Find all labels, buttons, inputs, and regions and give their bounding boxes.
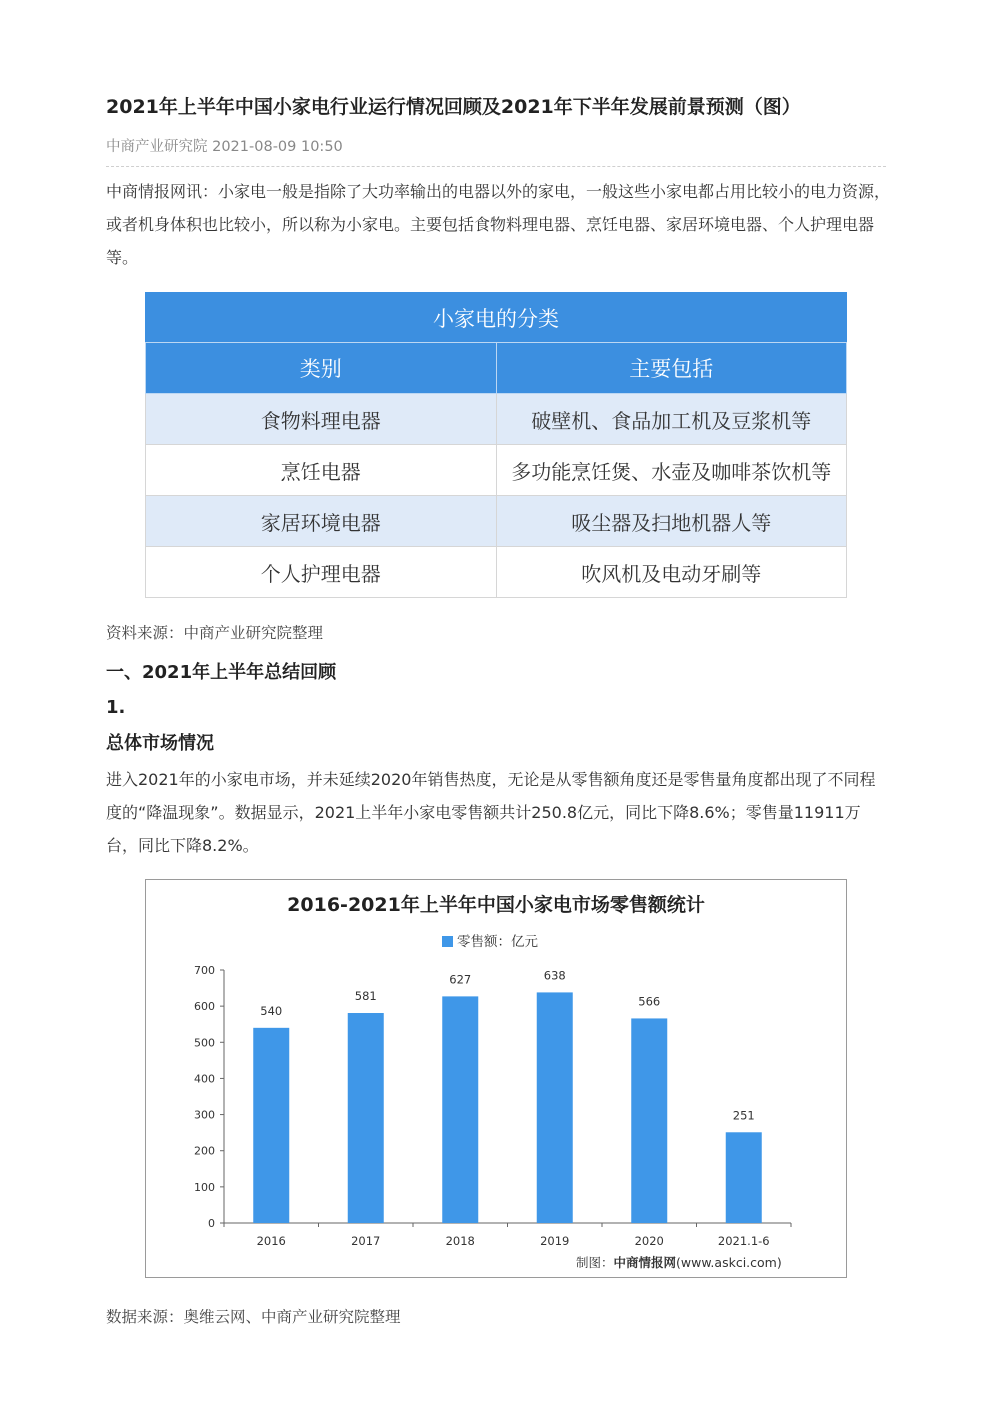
- table-cell: 吹风机及电动牙刷等: [496, 547, 847, 598]
- table-row: [146, 496, 847, 547]
- chart-credit-site: (www.askci.com): [676, 1255, 782, 1270]
- y-tick-label: 0: [208, 1217, 215, 1230]
- chart-credit-brand: 中商情报网: [613, 1255, 677, 1270]
- subsection-heading: 总体市场情况: [106, 733, 214, 754]
- legend-swatch: [442, 936, 453, 947]
- y-tick-label: 600: [194, 1000, 215, 1014]
- y-tick-label: 100: [194, 1180, 215, 1194]
- y-tick-label: 500: [194, 1036, 215, 1050]
- y-tick-label: 300: [194, 1108, 215, 1122]
- data-label: 251: [732, 1108, 755, 1123]
- data-label: 627: [449, 972, 472, 987]
- data-label: 540: [260, 1003, 283, 1018]
- x-tick-label: 2017: [351, 1234, 381, 1248]
- table-caption: 小家电的分类: [146, 293, 847, 343]
- table-row: [146, 394, 847, 445]
- bar: [348, 1013, 384, 1223]
- y-tick-label: 200: [194, 1144, 215, 1158]
- market-paragraph: 进入2021年的小家电市场，并未延续2020年销售热度，无论是从零售额角度还是零售量角度都出现了不同程度的“降温现象”。数据显示，2021上半年小家电零售额共计250.8亿元，同比下降8.6%；零售量11911万台，同比下降8.2%。: [106, 770, 876, 855]
- x-tick-label: 2016: [256, 1234, 286, 1248]
- retail-sales-chart: [145, 879, 847, 1278]
- x-tick-label: 2018: [445, 1234, 475, 1248]
- x-tick-label: 2020: [634, 1234, 664, 1248]
- data-label: 581: [354, 989, 377, 1004]
- chart-title: 2016-2021年上半年中国小家电市场零售额统计: [287, 894, 705, 916]
- table-cell: 家居环境电器: [146, 496, 497, 547]
- article-title: 2021年上半年中国小家电行业运行情况回顾及2021年下半年发展前景预测（图）: [106, 96, 801, 118]
- x-tick-label: 2021.1-6: [717, 1234, 770, 1248]
- article-meta: 中商产业研究院 2021-08-09 10:50: [106, 139, 343, 155]
- y-tick-label: 400: [194, 1072, 215, 1086]
- table-cell: 破壁机、食品加工机及豆浆机等: [496, 394, 847, 445]
- table-header-category: 类别: [146, 343, 497, 394]
- subsection-number: 1.: [106, 697, 126, 718]
- chart-credit: [576, 1253, 782, 1271]
- intro-paragraph: 中商情报网讯：小家电一般是指除了大功率输出的电器以外的家电，一般这些小家电都占用比较小的电力资源，或者机身体积也比较小，所以称为小家电。主要包括食物料理电器、烹饪电器、家居环境电器、个人护理电器等。: [106, 182, 891, 267]
- chart-source-note: 数据来源：奥维云网、中商产业研究院整理: [106, 1308, 401, 1326]
- table-cell: 吸尘器及扫地机器人等: [496, 496, 847, 547]
- category-table: [145, 292, 847, 598]
- bar: [537, 992, 573, 1223]
- data-label: 566: [638, 994, 661, 1009]
- table-cell: 烹饪电器: [146, 445, 497, 496]
- table-header-includes: 主要包括: [496, 343, 847, 394]
- y-tick-label: 700: [194, 964, 215, 977]
- bar: [442, 996, 478, 1223]
- chart-canvas: [146, 880, 846, 1277]
- divider: [106, 166, 886, 167]
- table-cell: 个人护理电器: [146, 547, 497, 598]
- table-cell: 食物料理电器: [146, 394, 497, 445]
- bar: [631, 1018, 667, 1223]
- bar: [726, 1132, 762, 1223]
- x-tick-label: 2019: [540, 1234, 570, 1248]
- bar: [253, 1028, 289, 1223]
- table-row: [146, 445, 847, 496]
- table-source-note: 资料来源：中商产业研究院整理: [106, 624, 324, 642]
- section-heading: 一、2021年上半年总结回顾: [106, 662, 337, 683]
- table-cell: 多功能烹饪煲、水壶及咖啡茶饮机等: [496, 445, 847, 496]
- chart-credit-prefix: 制图：: [576, 1255, 614, 1270]
- table-row: [146, 547, 847, 598]
- legend-label: 零售额：亿元: [457, 934, 538, 950]
- data-label: 638: [543, 968, 566, 983]
